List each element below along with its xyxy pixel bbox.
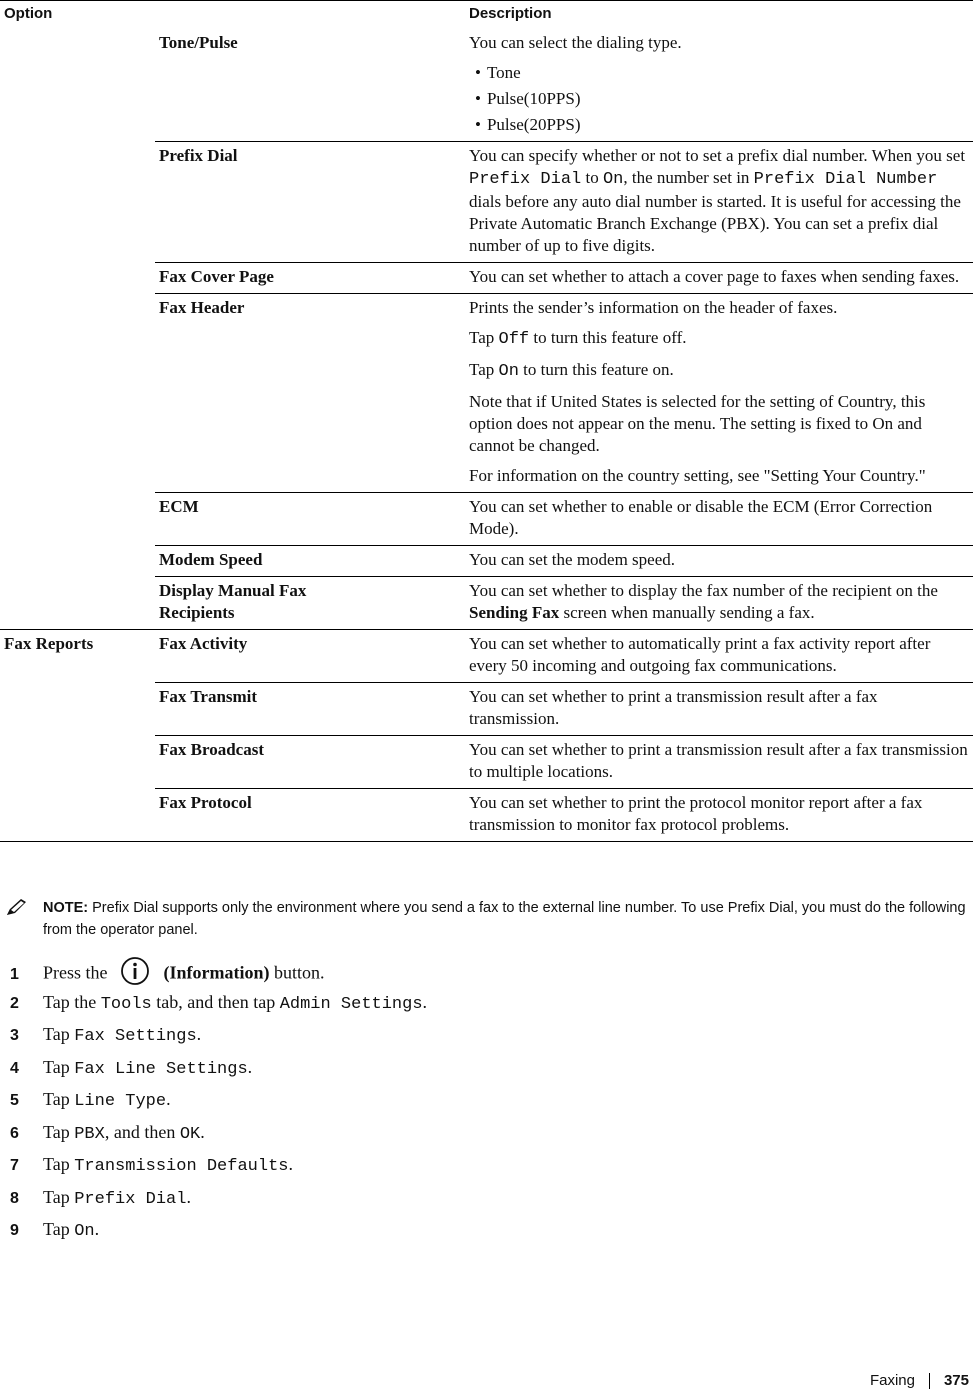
table-row (0, 546, 973, 577)
description-paragraph (469, 391, 969, 457)
code-text: Line Type (74, 1092, 167, 1111)
code-text: Tools (100, 994, 152, 1014)
text: to turn this feature off. (529, 328, 687, 347)
step-item (10, 1151, 427, 1184)
text: You can set whether to print a transmission result after a fax transmission. (469, 687, 878, 728)
table-row (0, 577, 973, 630)
description-paragraph (469, 739, 969, 783)
code-text: Off (498, 330, 530, 349)
description-paragraph (469, 145, 969, 257)
option-description (465, 789, 973, 842)
code-text: Prefix Dial (74, 1189, 187, 1209)
information-icon (120, 956, 150, 993)
step-item (10, 1119, 427, 1152)
text: Tap (469, 360, 499, 379)
option-description (465, 577, 973, 630)
option-category (0, 546, 155, 577)
code-text: Fax Line Settings (74, 1059, 248, 1079)
option-description (465, 736, 973, 789)
code-text: Transmission Defaults (74, 1157, 289, 1176)
code-text: On (498, 362, 519, 381)
page-number: 375 (943, 1372, 969, 1389)
option-category (0, 736, 155, 789)
option-description (465, 142, 973, 263)
text: Tap (43, 1186, 75, 1207)
option-category (0, 29, 155, 142)
text: You can set whether to print a transmission result after a fax transmission to multiple locations. (469, 740, 968, 781)
text: , the number set in (623, 168, 754, 187)
text: Tap (43, 1154, 75, 1174)
text: . (196, 1024, 202, 1044)
text: Press the (43, 962, 108, 983)
option-description (465, 493, 973, 546)
step-item (10, 1054, 427, 1087)
footer-section: Faxing (869, 1372, 915, 1389)
text: Tap (43, 1219, 75, 1239)
text: Prints the sender’s information on the header of faxes. (469, 298, 838, 317)
table-row (0, 294, 973, 493)
option-name: Fax Header (155, 294, 465, 493)
table-row (0, 142, 973, 263)
steps-list (10, 956, 427, 1249)
code-text: Prefix Dial (469, 170, 582, 189)
option-name: Tone/Pulse (159, 33, 238, 52)
step-item (10, 1216, 427, 1249)
option-name: Display Manual Fax Recipients (155, 577, 465, 630)
code-text: Fax Settings (74, 1027, 197, 1046)
text: button. (269, 962, 325, 983)
step-item (10, 989, 427, 1022)
note-text: Prefix Dial supports only the environment where you send a fax to the external line number. To use Prefix Dial, you must do the following from the operator panel. (43, 900, 966, 938)
option-category (0, 577, 155, 630)
text: Tap (43, 1089, 75, 1109)
step-number: 8 (10, 1189, 19, 1207)
description-paragraph (469, 633, 969, 677)
footer-divider (929, 1373, 930, 1389)
text: Tap (43, 1024, 75, 1044)
text: Tap (469, 328, 499, 347)
text: You can set the modem speed. (469, 550, 676, 569)
text: You can set whether to attach a cover page to faxes when sending faxes. (469, 267, 960, 286)
option-category (0, 789, 155, 842)
description-paragraph (469, 792, 969, 836)
option-description (465, 263, 973, 294)
option-name: Fax Broadcast (155, 736, 465, 789)
text: Note that if United States is selected for the setting of Country, this option does not appear on the menu. The setting is fixed to On and cannot be changed. (469, 392, 926, 455)
step-number: 3 (10, 1027, 19, 1044)
text: You can select the dialing type. (469, 33, 682, 52)
bullet-text: Tone (486, 63, 521, 82)
step-number: 1 (10, 965, 19, 983)
step-number: 7 (10, 1157, 19, 1174)
text: to (581, 168, 603, 187)
bullet-item (475, 62, 969, 84)
option-category (0, 683, 155, 736)
description-paragraph (469, 266, 969, 288)
code-text: On (602, 170, 624, 189)
bullet-text: Pulse(10PPS) (486, 89, 581, 108)
option-description (465, 546, 973, 577)
bold-text: (Information) (163, 962, 270, 983)
text: Tap (43, 1121, 75, 1142)
bullet-item (475, 88, 969, 110)
note-label: NOTE: (43, 900, 89, 916)
description-paragraph (469, 359, 969, 383)
text: You can set whether to enable or disable the ECM (Error Correction Mode). (469, 497, 933, 538)
description-paragraph (469, 580, 969, 624)
text: . (247, 1056, 253, 1077)
code-text: Prefix Dial Number (753, 170, 938, 189)
text: , and then (104, 1121, 180, 1142)
step-item (10, 1086, 427, 1119)
text: You can set whether to display the fax number of the recipient on the (469, 581, 938, 600)
option-name: Fax Transmit (155, 683, 465, 736)
option-category: Fax Reports (0, 630, 155, 683)
step-number: 2 (10, 994, 19, 1012)
option-description (465, 29, 973, 142)
option-name: ECM (155, 493, 465, 546)
text: Tap (43, 1056, 75, 1077)
step-item (10, 1184, 427, 1217)
option-category (0, 493, 155, 546)
bullet-icon: • (475, 63, 481, 82)
option-name: Fax Protocol (155, 789, 465, 842)
description-paragraph (469, 327, 969, 351)
header-option: Option (4, 5, 53, 22)
description-paragraph (469, 32, 969, 54)
table-row (0, 683, 973, 736)
table-row (0, 493, 973, 546)
description-paragraph (469, 686, 969, 730)
option-name: Fax Cover Page (155, 263, 465, 294)
code-text: PBX (74, 1124, 105, 1144)
bullet-item (475, 114, 969, 136)
header-description: Description (469, 5, 552, 22)
table-row (0, 29, 973, 142)
step-number: 9 (10, 1222, 19, 1239)
step-number: 6 (10, 1124, 19, 1142)
option-name: Prefix Dial (155, 142, 465, 263)
description-paragraph (469, 297, 969, 319)
text: . (288, 1154, 293, 1174)
option-name: Fax Activity (155, 630, 465, 683)
text: You can specify whether or not to set a prefix dial number. When you set (469, 146, 966, 165)
description-paragraph (469, 549, 969, 571)
code-text: OK (179, 1124, 201, 1144)
text: dials before any auto dial number is started. It is useful for accessing the Private Automatic Branch Exchange (PBX). You can set a prefix dial number of up to five digits. (469, 192, 961, 255)
table-row (0, 736, 973, 789)
bullet-text: Pulse(20PPS) (486, 115, 581, 134)
option-category (0, 142, 155, 263)
table-row (0, 263, 973, 294)
option-description (465, 294, 973, 493)
bold-text: Sending Fax (469, 603, 560, 622)
text: tab, and then tap (151, 991, 280, 1012)
table-row (0, 630, 973, 683)
text: to turn this feature on. (518, 360, 674, 379)
text: . (200, 1121, 205, 1142)
step-number: 5 (10, 1092, 19, 1109)
option-category (0, 294, 155, 493)
option-description (465, 683, 973, 736)
header-blank (155, 1, 465, 30)
step-item (10, 1021, 427, 1054)
description-paragraph (469, 465, 969, 487)
option-category (0, 263, 155, 294)
code-text: Admin Settings (279, 994, 423, 1014)
text: . (422, 991, 428, 1012)
text: . (94, 1219, 100, 1239)
bullet-icon: • (475, 89, 481, 108)
page-footer (870, 1372, 969, 1389)
text: screen when manually sending a fax. (559, 603, 815, 622)
text: You can set whether to print the protocol monitor report after a fax transmission to monitor fax protocol problems. (469, 793, 923, 834)
table-header (0, 1, 973, 30)
description-paragraph (469, 496, 969, 540)
bullet-icon: • (475, 115, 481, 134)
option-name: Modem Speed (155, 546, 465, 577)
text: . (166, 1089, 171, 1109)
option-description (465, 630, 973, 683)
note (43, 897, 968, 941)
text: . (186, 1186, 191, 1207)
step-item (10, 956, 427, 989)
text: Tap the (43, 991, 101, 1012)
table-row (0, 789, 973, 842)
text: You can set whether to automatically print a fax activity report after every 50 incoming and outgoing fax communications. (469, 634, 931, 675)
code-text: On (74, 1222, 95, 1241)
text: For information on the country setting, see "Setting Your Country." (469, 466, 926, 485)
note-pencil-icon (4, 899, 30, 917)
step-number: 4 (10, 1059, 19, 1077)
